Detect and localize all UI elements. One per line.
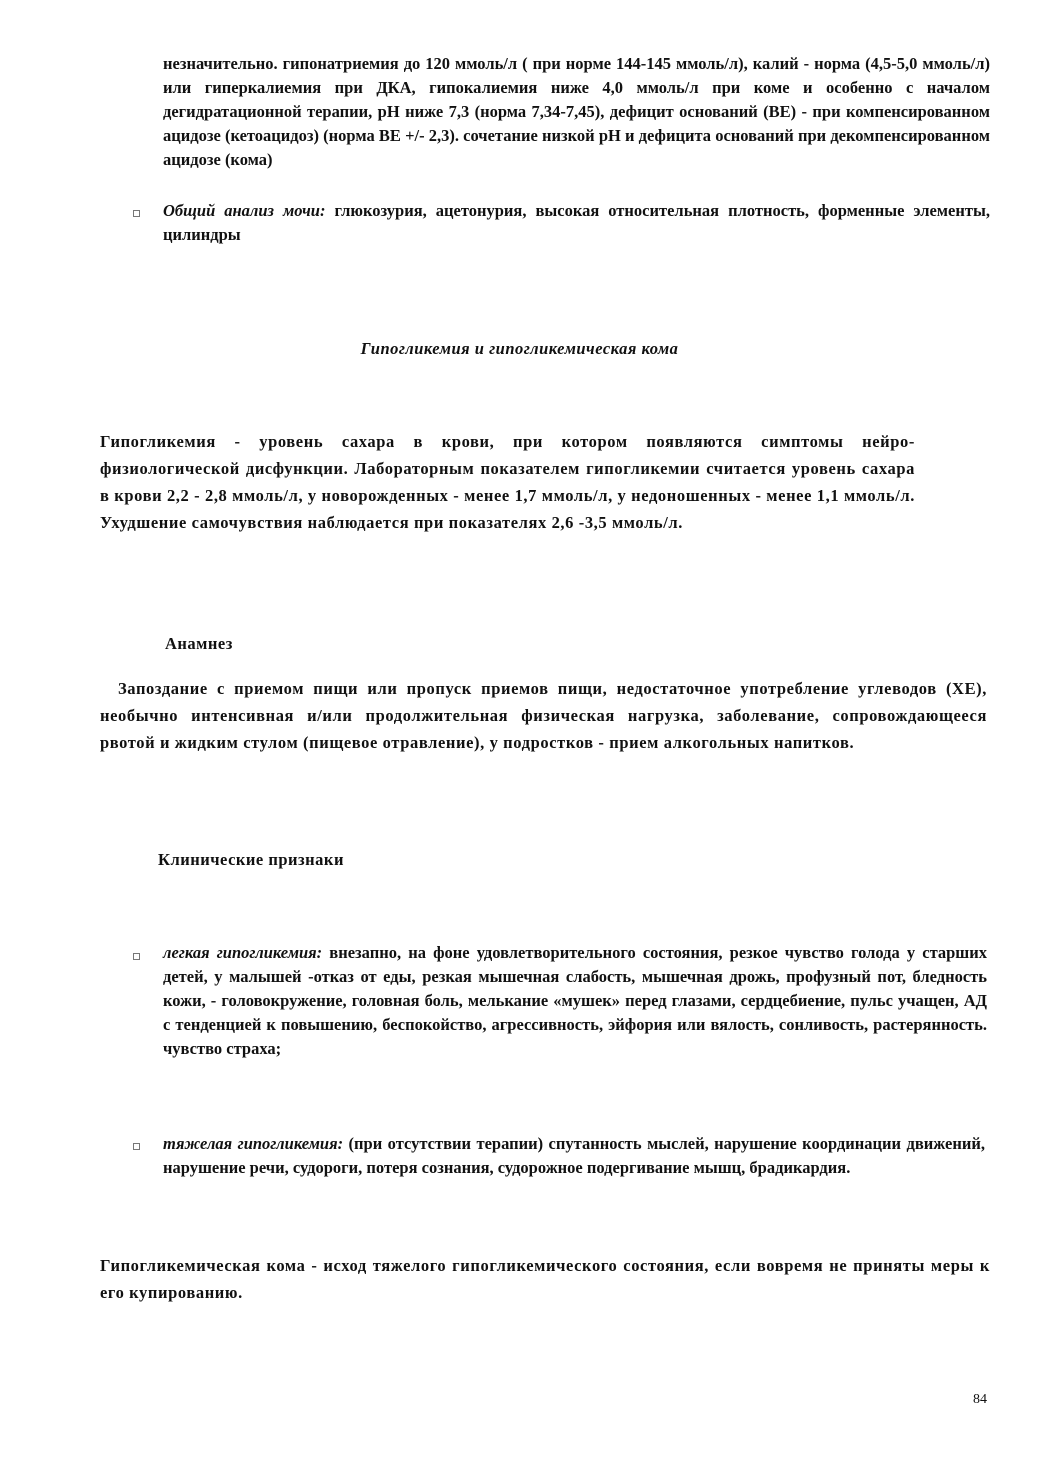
section-title: Гипогликемия и гипогликемическая кома [360,339,679,358]
definition-text: Гипогликемия - уровень сахара в крови, при котором появляются симптомы нейро-физиологической дисфункции. Лабораторным показателем гипогликемии считается уровень сахара в крови 2,2 - 2,8 ммоль/л, у новорожденных - менее 1,7 ммоль/л, у недоношенных - менее 1,1 ммоль/л. Ухудшение самочувствия наблюдается при показателях 2,6 -3,5 ммоль/л. [100,432,915,532]
intro-paragraph [163,52,990,172]
urine-analysis-item [163,199,990,247]
severe-hypoglycemia-item [163,1132,985,1180]
severe-hypoglycemia-text: (при отсутствии терапии) спутанность мыслей, нарушение координации движений, нарушение речи, судороги, потеря сознания, судорожное подергивание мышц, брадикардия. [163,1134,985,1177]
square-bullet-icon [133,953,140,960]
square-bullet-icon [133,1143,140,1150]
anamnesis-paragraph [100,675,987,756]
urine-analysis-text: глюкозурия, ацетонурия, высокая относительная плотность, форменные элементы, цилиндры [163,201,990,244]
severe-hypoglycemia-lead: тяжелая гипогликемия: [163,1134,344,1153]
coma-paragraph [100,1252,990,1306]
urine-analysis-lead: Общий анализ мочи: [163,201,326,220]
clinical-heading: Клинические признаки [158,850,344,869]
definition-paragraph [100,428,915,536]
page-number: 84 [973,1392,987,1407]
intro-text: незначительно. гипонатриемия до 120 ммоль/л ( при норме 144-145 ммоль/л), калий - норма (4,5-5,0 ммоль/л) или гиперкалиемия при ДКА, гипокалиемия ниже 4,0 ммоль/л при коме и особенно с началом дегидратационной терапии, pH ниже 7,3 (норма 7,34-7,45), дефицит оснований (BE) - при компенсированном ацидозе (кетоацидоз) (норма BE +/- 2,3). сочетание низкой pH и дефицита оснований при декомпенсированном ацидозе (кома) [163,54,990,169]
mild-hypoglycemia-lead: легкая гипогликемия: [163,943,323,962]
mild-hypoglycemia-text: внезапно, на фоне удовлетворительного состояния, резкое чувство голода у старших детей, у малышей -отказ от еды, резкая мышечная слабость, мышечная дрожь, профузный пот, бледность кожи, - головокружение, головная боль, мелькание «мушек» перед глазами, сердцебиение, пульс учащен, АД с тенденцией к повышению, беспокойство, агрессивность, эйфория или вялость, сонливость, растерянность. чувство страха; [163,943,987,1058]
anamnesis-text: Запоздание с приемом пищи или пропуск приемов пищи, недостаточное употребление углеводов (ХЕ), необычно интенсивная и/или продолжительная физическая нагрузка, заболевание, сопровождающееся рвотой и жидким стулом (пищевое отравление), у подростков - прием алкогольных напитков. [100,679,987,752]
mild-hypoglycemia-item [163,941,987,1061]
square-bullet-icon [133,210,140,217]
anamnesis-heading: Анамнез [165,634,233,653]
coma-text: Гипогликемическая кома - исход тяжелого гипогликемического состояния, если вовремя не приняты меры к его купированию. [100,1256,990,1302]
